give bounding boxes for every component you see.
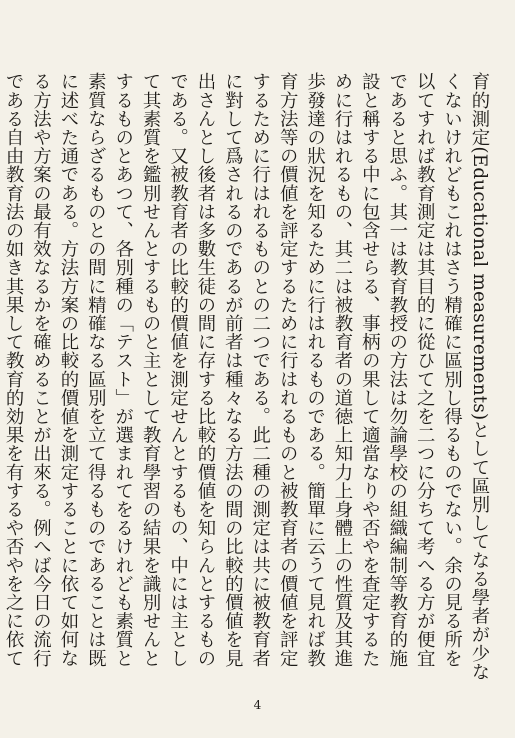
page-number: 4 bbox=[253, 698, 262, 712]
vertical-text-body bbox=[3, 72, 493, 682]
paragraph-1: 育的測定(Educational measurements)として區別してなる學者が少なくないけれどもこれはさう精確に區別し得るものでない。余の見る所を以てすれば教育測定は其目的に從ひて之を二つに分ちて考へる方が便宜であると思ふ。其一は教育教授の方法は勿論學校の組織編制等教育的施設と稱する中に包含せらる、事柄の果して適當なりや否やを査定するために行はれるもの、其二は被教育者の道徳上知力上身體上の性質及其進歩發達の狀況を知るために行はれるものである。簡單に云うて見れば教育方法等の價値を評定するために行はれるものと被教育者の價値を評定するために行はれるものとの二つである。此二種の測定は共に被教育者に對して爲されるのであるが前者は種々なる方法の間の比較的價値を見出さんとし後者は多數生徒の間に存する比較的價値を知らんとするものである。又被教育者の比較的價値を測定せんとするもの、中には主として其素質を鑑別せんとするものと主として教育學習の結果を識別せんとするものとあつて、各別種の「テスト」が選まれてをるけれども素質と素質ならざるものとの間に精確なる區別を立て得るものであることは既に述べた通である。方法方案の比較的價値を測定することに依て如何なる方法や方案の最有效なるかを確めることが出來る。例へば今日の流行である自由教育法の如き其果して教育的効果を有するや否やを之に依て bbox=[3, 72, 490, 681]
